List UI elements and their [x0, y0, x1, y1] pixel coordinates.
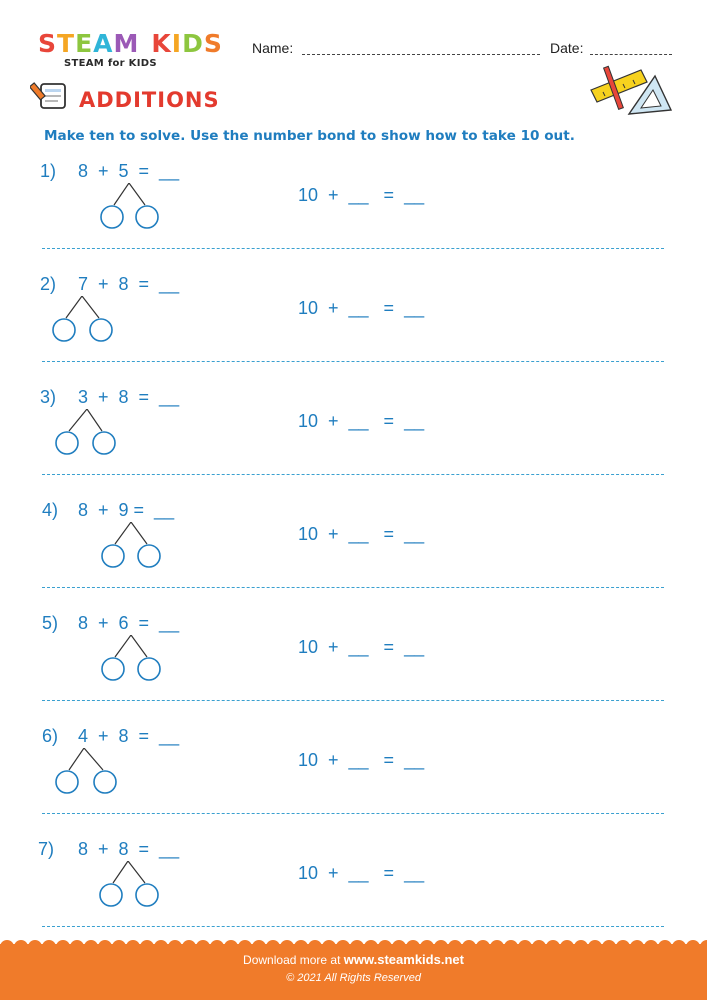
problem-row [0, 161, 707, 274]
bond-line-left [113, 861, 128, 883]
bond-line-right [129, 183, 145, 205]
problem-number: 4) [42, 500, 59, 520]
logo-letter: I [171, 29, 183, 58]
footer-download-line [0, 952, 707, 967]
instructions-text: Make ten to solve. Use the number bond to show how to take 10 out. [44, 128, 575, 144]
logo-letter: D [182, 29, 204, 58]
logo-letter: K [151, 29, 172, 58]
logo-tagline: STEAM for KIDS [64, 58, 157, 69]
bond-line-right [82, 296, 99, 318]
problem-row [0, 274, 707, 387]
bond-circle-right[interactable] [136, 206, 158, 228]
bond-circle-left[interactable] [102, 545, 124, 567]
name-label: Name: [252, 40, 294, 56]
make-ten-equation: 10 + __ = __ [298, 524, 425, 544]
bond-line-left [69, 409, 87, 431]
bond-line-right [131, 635, 147, 657]
bond-circle-left[interactable] [102, 658, 124, 680]
problem-number: 3) [40, 387, 57, 407]
number-bond [0, 635, 200, 685]
number-bond [0, 409, 200, 459]
logo-wordmark [38, 30, 223, 58]
bond-circle-right[interactable] [90, 319, 112, 341]
logo-letter: E [75, 29, 94, 58]
bond-circle-right[interactable] [93, 432, 115, 454]
bond-circle-right[interactable] [138, 658, 160, 680]
bond-circle-right[interactable] [136, 884, 158, 906]
bond-line-left [114, 183, 129, 205]
problem-row [0, 726, 707, 839]
row-divider [42, 474, 664, 475]
bond-line-left [69, 748, 84, 770]
logo-letter: M [113, 29, 140, 58]
problem-equation: 8 + 5 = __ [78, 161, 180, 181]
number-bond [0, 183, 200, 233]
make-ten-equation: 10 + __ = __ [298, 750, 425, 770]
row-divider [42, 700, 664, 701]
pencil-paper-icon [30, 80, 72, 117]
number-bond [0, 296, 200, 346]
number-bond [0, 861, 200, 911]
problem-row [0, 613, 707, 726]
make-ten-equation: 10 + __ = __ [298, 863, 425, 883]
bond-line-left [66, 296, 82, 318]
bond-circle-left[interactable] [56, 432, 78, 454]
problem-number: 2) [40, 274, 57, 294]
bond-circle-left[interactable] [101, 206, 123, 228]
bond-circle-right[interactable] [138, 545, 160, 567]
bond-circle-right[interactable] [94, 771, 116, 793]
make-ten-equation: 10 + __ = __ [298, 637, 425, 657]
problem-number: 5) [42, 613, 59, 633]
name-field[interactable] [302, 54, 540, 55]
row-divider [42, 248, 664, 249]
date-label: Date: [550, 40, 584, 56]
make-ten-equation: 10 + __ = __ [298, 185, 425, 205]
bond-line-right [87, 409, 102, 431]
download-text: Download more at [243, 953, 341, 967]
site-link[interactable]: www.steamkids.net [343, 952, 464, 967]
problem-number: 7) [38, 839, 55, 859]
ruler-set-square-icon [585, 62, 677, 125]
steam-kids-logo [38, 30, 223, 69]
row-divider [42, 361, 664, 362]
problem-equation: 8 + 8 = __ [78, 839, 180, 859]
logo-letter: A [93, 29, 114, 58]
problem-equation: 8 + 9 = __ [78, 500, 175, 520]
make-ten-equation: 10 + __ = __ [298, 411, 425, 431]
problem-equation: 8 + 6 = __ [78, 613, 180, 633]
row-divider [42, 587, 664, 588]
problem-row [0, 387, 707, 500]
number-bond [0, 748, 200, 798]
copyright-text: © 2021 All Rights Reserved [286, 972, 421, 984]
date-field[interactable] [590, 54, 672, 55]
logo-letter: S [203, 29, 223, 58]
logo-letter: T [57, 29, 76, 58]
problem-equation: 3 + 8 = __ [78, 387, 180, 407]
bond-line-right [128, 861, 145, 883]
logo-letter: S [38, 29, 58, 58]
row-divider [42, 813, 664, 814]
footer [0, 944, 707, 1000]
problem-number: 1) [40, 161, 57, 181]
bond-circle-left[interactable] [53, 319, 75, 341]
make-ten-equation: 10 + __ = __ [298, 298, 425, 318]
row-divider [42, 926, 664, 927]
bond-circle-left[interactable] [100, 884, 122, 906]
bond-line-left [115, 522, 131, 544]
worksheet-title: ADDITIONS [79, 88, 220, 112]
bond-line-right [131, 522, 147, 544]
problem-row [0, 500, 707, 613]
problem-equation: 4 + 8 = __ [78, 726, 180, 746]
number-bond [0, 522, 200, 572]
bond-line-left [115, 635, 131, 657]
bond-circle-left[interactable] [56, 771, 78, 793]
problem-equation: 7 + 8 = __ [78, 274, 180, 294]
problem-number: 6) [42, 726, 59, 746]
bond-line-right [84, 748, 103, 770]
